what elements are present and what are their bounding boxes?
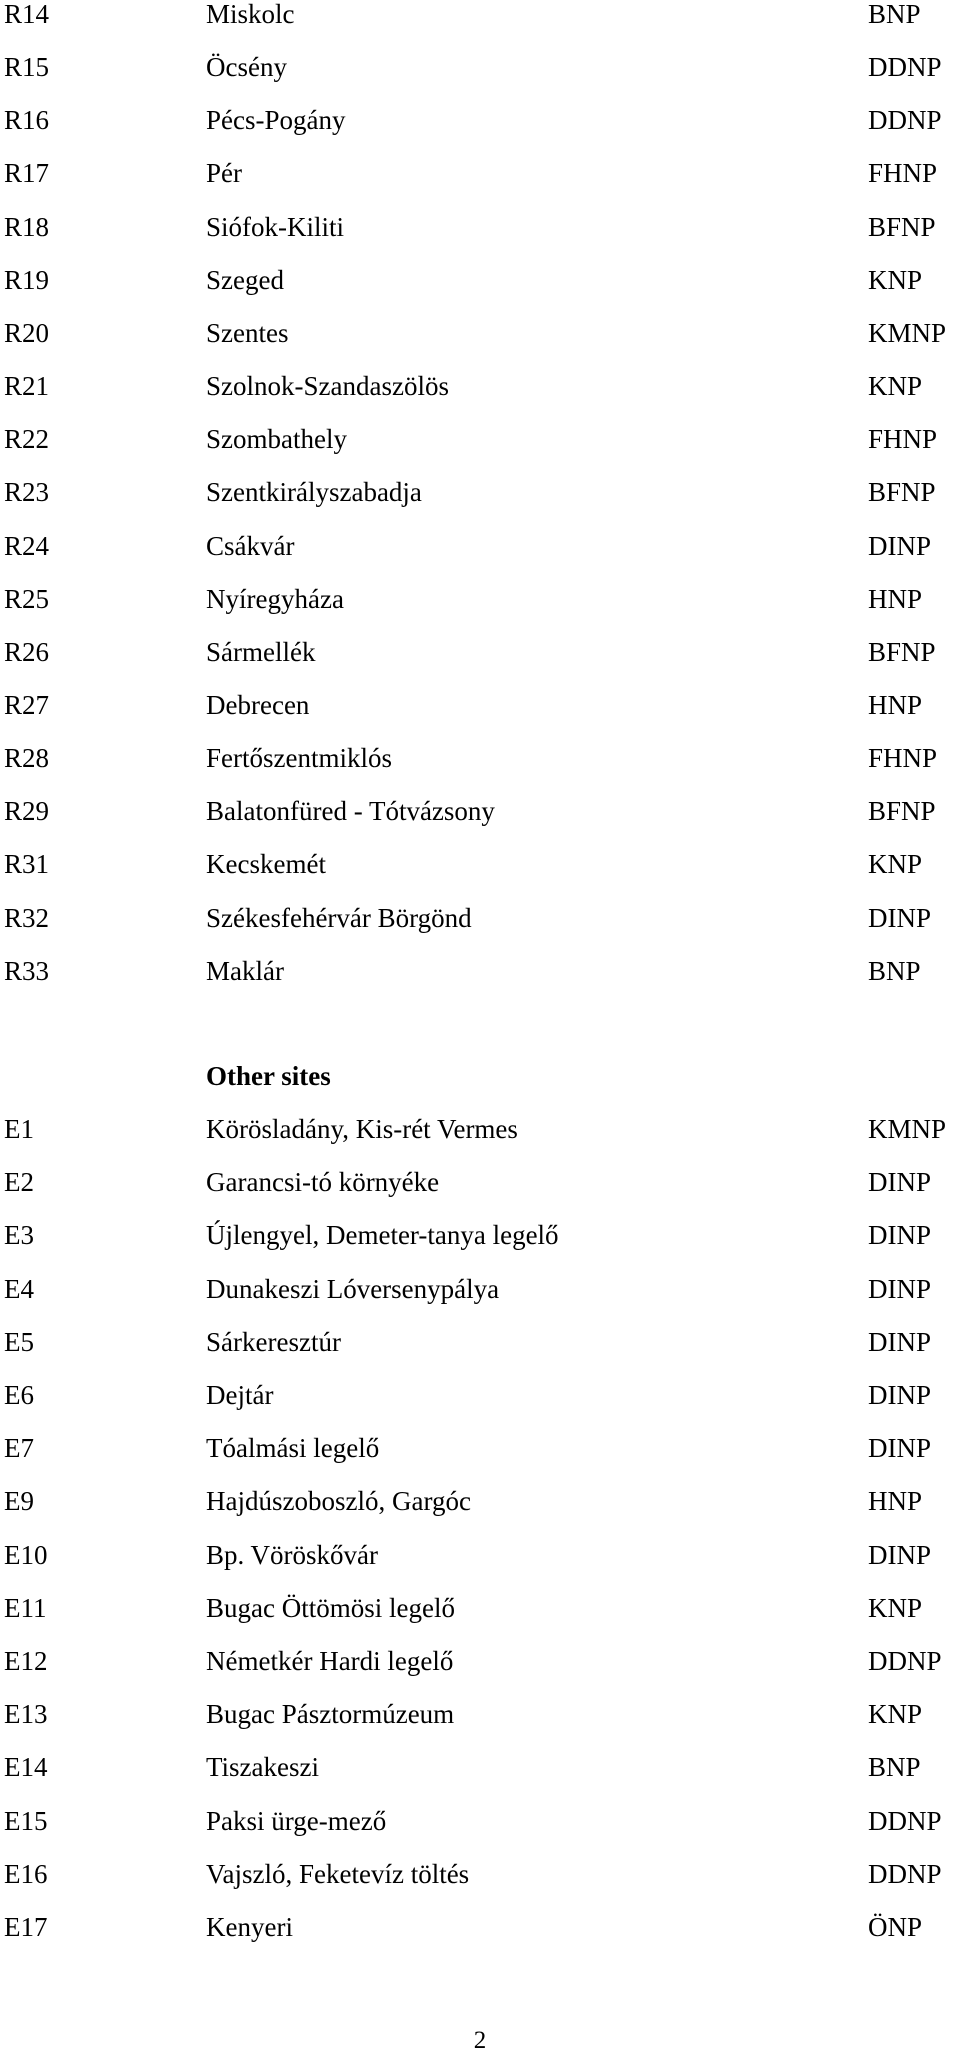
cell-park: DDNP	[868, 1805, 942, 1836]
page-number: 2	[473, 2027, 487, 2054]
cell-code: E4	[4, 1273, 34, 1304]
table-row	[0, 260, 960, 300]
table-row	[0, 313, 960, 353]
table-row	[0, 1215, 960, 1255]
cell-park: KNP	[868, 371, 923, 402]
cell-code: E11	[4, 1592, 47, 1623]
cell-site: Maklár	[206, 955, 284, 986]
cell-park: BFNP	[868, 796, 936, 827]
section-heading-other-sites: Other sites	[206, 1061, 331, 1091]
cell-code: R25	[4, 583, 50, 614]
cell-site: Dunakeszi Lóversenypálya	[206, 1273, 500, 1304]
table-row	[0, 1162, 960, 1202]
table-row	[0, 1747, 960, 1787]
cell-site: Bp. Vöröskővár	[206, 1539, 378, 1570]
cell-site: Kecskemét	[206, 849, 326, 880]
cell-site: Tiszakeszi	[206, 1752, 319, 1783]
cell-park: BFNP	[868, 477, 936, 508]
cell-park: DINP	[868, 1433, 932, 1464]
cell-code: E10	[4, 1539, 48, 1570]
cell-park: DINP	[868, 1380, 932, 1410]
cell-park: FHNP	[868, 158, 938, 189]
cell-park: KMNP	[868, 1114, 947, 1144]
cell-site: Vajszló, Feketevíz töltés	[206, 1858, 470, 1889]
cell-site: Debrecen	[206, 689, 310, 720]
table-row	[0, 1641, 960, 1681]
cell-site: Németkér Hardi legelő	[206, 1646, 454, 1676]
cell-park: BNP	[868, 1752, 921, 1783]
cell-park: DINP	[868, 1273, 932, 1304]
cell-park: DDNP	[868, 52, 942, 83]
cell-park: KNP	[868, 264, 923, 295]
cell-code: E12	[4, 1646, 48, 1676]
cell-park: DINP	[868, 902, 932, 933]
table-row	[0, 1375, 960, 1415]
table-row	[0, 1481, 960, 1521]
cell-code: E17	[4, 1912, 48, 1942]
table-row	[0, 1588, 960, 1628]
cell-site: Nyíregyháza	[206, 583, 344, 614]
table-row	[0, 0, 960, 34]
cell-site: Csákvár	[206, 530, 295, 561]
table-row	[0, 632, 960, 672]
cell-code: R24	[4, 530, 50, 561]
cell-park: HNP	[868, 689, 923, 720]
table-row	[0, 1322, 960, 1362]
cell-code: E15	[4, 1805, 48, 1836]
table-row	[0, 1428, 960, 1468]
cell-code: R31	[4, 849, 50, 880]
cell-code: R14	[4, 0, 50, 29]
cell-site: Siófok-Kiliti	[206, 211, 345, 242]
cell-site: Szeged	[206, 264, 284, 295]
cell-code: E7	[4, 1433, 34, 1464]
table-row	[0, 153, 960, 193]
cell-site: Szombathely	[206, 424, 347, 455]
cell-site: Paksi ürge-mező	[206, 1805, 387, 1836]
table-row	[0, 1801, 960, 1841]
cell-site: Székesfehérvár Börgönd	[206, 902, 472, 933]
cell-code: R26	[4, 636, 50, 667]
table-row	[0, 844, 960, 884]
cell-park: KNP	[868, 1699, 923, 1730]
cell-park: KNP	[868, 849, 923, 880]
cell-park: HNP	[868, 583, 923, 614]
cell-site: Pér	[206, 158, 242, 189]
cell-site: Szentkirályszabadja	[206, 477, 422, 508]
cell-code: R21	[4, 371, 50, 402]
cell-park: DDNP	[868, 105, 942, 136]
cell-site: Miskolc	[206, 0, 295, 29]
cell-code: R27	[4, 689, 50, 720]
cell-park: DINP	[868, 530, 932, 561]
table-row	[0, 579, 960, 619]
cell-site: Újlengyel, Demeter-tanya legelő	[206, 1220, 559, 1251]
cell-code: E16	[4, 1858, 48, 1889]
cell-code: E1	[4, 1114, 34, 1144]
cell-site: Fertőszentmiklós	[206, 743, 392, 774]
table-row	[0, 526, 960, 566]
table-row	[0, 419, 960, 459]
cell-park: DDNP	[868, 1858, 942, 1889]
cell-site: Kenyeri	[206, 1912, 293, 1942]
table-row	[0, 738, 960, 778]
cell-park: DINP	[868, 1326, 932, 1357]
table-row	[0, 898, 960, 938]
cell-site: Sármellék	[206, 636, 316, 667]
table-row	[0, 47, 960, 87]
cell-park: KMNP	[868, 317, 947, 348]
cell-park: FHNP	[868, 424, 938, 455]
cell-code: E13	[4, 1699, 48, 1730]
cell-site: Garancsi-tó környéke	[206, 1167, 440, 1198]
cell-site: Pécs-Pogány	[206, 105, 346, 136]
cell-site: Dejtár	[206, 1380, 274, 1410]
cell-code: R20	[4, 317, 50, 348]
cell-code: E5	[4, 1326, 34, 1357]
table-row	[0, 100, 960, 140]
cell-park: DINP	[868, 1167, 932, 1198]
table-row	[0, 1854, 960, 1894]
cell-code: R33	[4, 955, 50, 986]
cell-park: KNP	[868, 1592, 923, 1623]
cell-park: BNP	[868, 955, 921, 986]
cell-site: Öcsény	[206, 52, 287, 83]
cell-site: Szentes	[206, 317, 289, 348]
table-row	[0, 366, 960, 406]
table-row	[0, 472, 960, 512]
cell-code: R22	[4, 424, 50, 455]
cell-park: FHNP	[868, 743, 938, 774]
cell-code: R16	[4, 105, 50, 136]
cell-code: R19	[4, 264, 50, 295]
table-row	[0, 1907, 960, 1947]
cell-site: Tóalmási legelő	[206, 1433, 380, 1464]
cell-park: DINP	[868, 1220, 932, 1251]
table-row	[0, 1694, 960, 1734]
cell-code: R28	[4, 743, 50, 774]
cell-code: R23	[4, 477, 50, 508]
table-row	[0, 1109, 960, 1149]
table-row	[0, 685, 960, 725]
cell-site: Szolnok-Szandaszölös	[206, 371, 449, 402]
cell-park: DINP	[868, 1539, 932, 1570]
cell-park: BFNP	[868, 636, 936, 667]
cell-park: BFNP	[868, 211, 936, 242]
cell-code: E3	[4, 1220, 34, 1251]
cell-park: BNP	[868, 0, 921, 29]
cell-park: HNP	[868, 1486, 923, 1517]
cell-code: R17	[4, 158, 50, 189]
cell-site: Hajdúszoboszló, Gargóc	[206, 1486, 471, 1517]
cell-site: Körösladány, Kis-rét Vermes	[206, 1114, 518, 1144]
cell-code: R15	[4, 52, 50, 83]
cell-code: E14	[4, 1752, 48, 1783]
table-row	[0, 1535, 960, 1575]
table-row	[0, 951, 960, 991]
cell-code: R18	[4, 211, 50, 242]
cell-code: E2	[4, 1167, 34, 1198]
cell-code: R29	[4, 796, 50, 827]
cell-site: Bugac Pásztormúzeum	[206, 1699, 455, 1730]
cell-site: Balatonfüred - Tótvázsony	[206, 796, 495, 827]
cell-site: Sárkeresztúr	[206, 1326, 341, 1357]
table-row	[0, 1269, 960, 1309]
table-row	[0, 791, 960, 831]
table-row	[0, 207, 960, 247]
cell-code: E6	[4, 1380, 34, 1410]
cell-code: E9	[4, 1486, 34, 1517]
cell-park: DDNP	[868, 1646, 942, 1676]
cell-site: Bugac Öttömösi legelő	[206, 1592, 455, 1623]
cell-park: ÖNP	[868, 1912, 923, 1942]
cell-code: R32	[4, 902, 50, 933]
